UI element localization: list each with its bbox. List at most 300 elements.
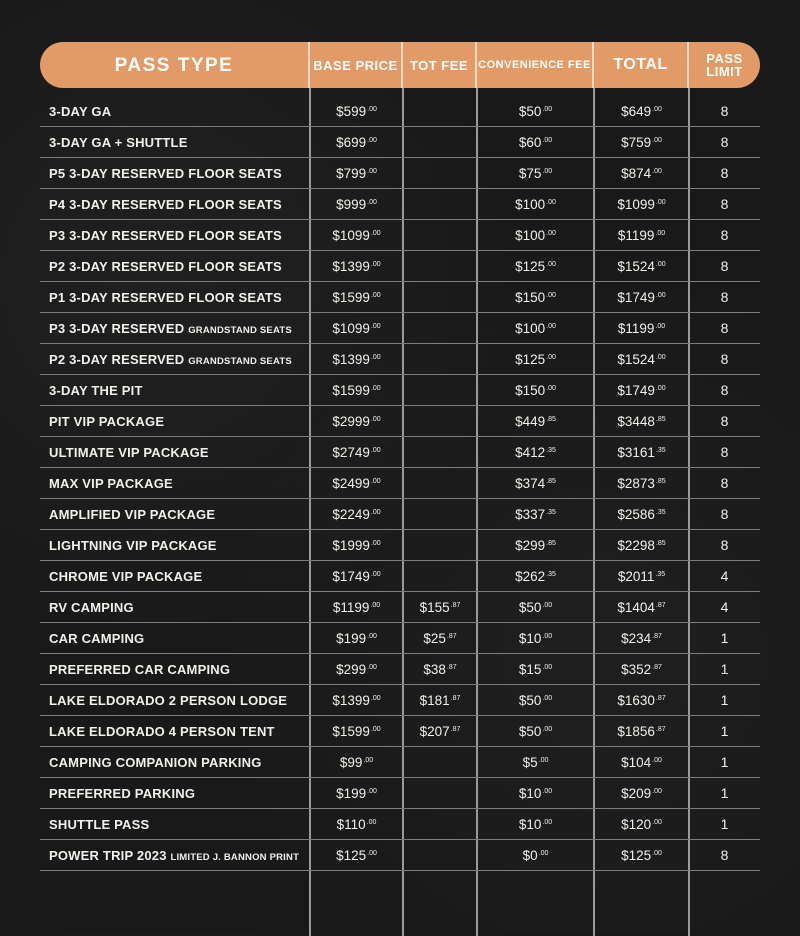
price-cents: .00 (542, 167, 553, 175)
price-dollars: $262 (515, 568, 546, 584)
price-dollars: $299 (336, 661, 367, 677)
price-cents: .85 (546, 477, 556, 485)
table-row (40, 189, 760, 220)
pass-limit-cell: 4 (720, 568, 729, 584)
table-row (40, 561, 760, 592)
price-dollars: $181 (419, 692, 450, 708)
pass-type-cell (40, 445, 310, 460)
price-dollars: $1399 (332, 692, 370, 708)
price-dollars: $0 (522, 847, 538, 863)
pass-type-cell (40, 662, 310, 677)
header-tot-fee: TOT FEE (403, 42, 477, 88)
price-dollars: $999 (336, 196, 367, 212)
pass-type-cell (40, 476, 310, 491)
convenience-fee-cell (477, 631, 594, 646)
price-dollars: $352 (621, 661, 652, 677)
price-cents: .35 (655, 570, 666, 578)
base-price-cell (310, 290, 403, 305)
pass-type-cell (40, 724, 310, 739)
pass-name: SHUTTLE PASS (49, 816, 150, 832)
price-dollars: $1199 (332, 599, 370, 615)
pass-limit-cell: 8 (720, 444, 729, 460)
price-dollars: $874 (621, 165, 652, 181)
convenience-fee-cell (477, 755, 594, 770)
price-cents: .00 (370, 539, 381, 547)
price-dollars: $100 (515, 320, 546, 336)
pass-limit-cell: 1 (720, 754, 729, 770)
pass-limit-cell: 8 (720, 320, 729, 336)
base-price-cell (310, 228, 403, 243)
price-dollars: $75 (518, 165, 542, 181)
price-cents: .00 (370, 291, 381, 299)
price-dollars: $2999 (332, 413, 370, 429)
table-row (40, 592, 760, 623)
pass-limit-cell: 8 (720, 475, 729, 491)
table-row (40, 251, 760, 282)
price-cents: .00 (542, 105, 553, 113)
pass-name: PREFERRED CAR CAMPING (49, 661, 231, 677)
pass-type-cell (40, 507, 310, 522)
convenience-fee-cell (477, 228, 594, 243)
convenience-fee-cell (477, 445, 594, 460)
pass-limit-cell: 8 (720, 506, 729, 522)
pass-limit-cell: 8 (720, 165, 729, 181)
convenience-fee-cell (477, 569, 594, 584)
table-row (40, 282, 760, 313)
price-dollars: $1524 (617, 351, 655, 367)
price-dollars: $1599 (332, 382, 370, 398)
total-cell (594, 569, 689, 584)
pass-type-cell (40, 631, 310, 646)
table-row (40, 809, 760, 840)
price-dollars: $5 (522, 754, 538, 770)
price-cents: .00 (367, 663, 377, 671)
price-cents: .85 (655, 415, 666, 423)
pass-limit-cell: 8 (720, 196, 729, 212)
price-cents: .87 (446, 663, 457, 671)
price-cents: .00 (542, 725, 553, 733)
convenience-fee-cell (477, 259, 594, 274)
convenience-fee-cell (477, 724, 594, 739)
convenience-fee-cell (477, 166, 594, 181)
convenience-fee-cell (477, 104, 594, 119)
price-cents: .85 (546, 539, 556, 547)
price-cents: .87 (655, 694, 666, 702)
price-cents: .85 (655, 539, 666, 547)
pass-name-detail: GRANDSTAND SEATS (188, 324, 292, 336)
base-price-cell (310, 631, 403, 646)
total-cell (594, 817, 689, 832)
price-dollars: $150 (515, 289, 546, 305)
price-cents: .00 (367, 167, 377, 175)
price-cents: .35 (655, 446, 666, 454)
price-dollars: $155 (419, 599, 450, 615)
table-row (40, 468, 760, 499)
table-row (40, 375, 760, 406)
price-cents: .00 (542, 601, 553, 609)
pass-limit-cell: 8 (720, 382, 729, 398)
price-cents: .00 (542, 136, 553, 144)
price-cents: .00 (546, 260, 556, 268)
price-cents: .00 (367, 105, 377, 113)
total-cell (594, 507, 689, 522)
price-dollars: $125 (515, 258, 546, 274)
price-cents: .00 (366, 818, 377, 826)
pass-limit-cell: 1 (720, 816, 729, 832)
price-dollars: $209 (621, 785, 652, 801)
price-dollars: $1099 (617, 196, 655, 212)
total-cell (594, 228, 689, 243)
total-cell (594, 724, 689, 739)
header-base-price: BASE PRICE (310, 42, 403, 88)
pass-type-cell (40, 848, 310, 863)
pass-limit-cell: 1 (720, 630, 729, 646)
price-cents: .00 (546, 384, 556, 392)
convenience-fee-cell (477, 197, 594, 212)
price-dollars: $60 (518, 134, 542, 150)
tot-fee-cell (403, 693, 477, 708)
price-dollars: $1099 (332, 320, 370, 336)
convenience-fee-cell (477, 290, 594, 305)
price-dollars: $199 (336, 785, 367, 801)
price-cents: .00 (370, 508, 381, 516)
price-cents: .00 (370, 601, 381, 609)
total-cell (594, 848, 689, 863)
pass-type-cell (40, 259, 310, 274)
price-dollars: $1749 (617, 289, 655, 305)
base-price-cell (310, 104, 403, 119)
pass-name: P3 3-DAY RESERVED (49, 320, 189, 336)
price-dollars: $699 (336, 134, 367, 150)
price-dollars: $199 (336, 630, 367, 646)
pass-type-cell (40, 755, 310, 770)
price-dollars: $599 (336, 103, 367, 119)
pass-limit-cell: 1 (720, 723, 729, 739)
price-dollars: $1630 (617, 692, 655, 708)
price-cents: .87 (652, 632, 662, 640)
price-cents: .00 (363, 756, 374, 764)
total-cell (594, 135, 689, 150)
convenience-fee-cell (477, 538, 594, 553)
price-dollars: $2749 (332, 444, 370, 460)
price-dollars: $1099 (332, 227, 370, 243)
base-price-cell (310, 662, 403, 677)
price-cents: .00 (655, 260, 666, 268)
pass-type-cell (40, 538, 310, 553)
table-row (40, 654, 760, 685)
price-dollars: $150 (515, 382, 546, 398)
price-dollars: $10 (518, 816, 542, 832)
base-price-cell (310, 569, 403, 584)
price-dollars: $50 (518, 103, 542, 119)
base-price-cell (310, 786, 403, 801)
price-dollars: $759 (621, 134, 652, 150)
pass-name: CAR CAMPING (49, 630, 145, 646)
pass-type-cell (40, 786, 310, 801)
table-row (40, 499, 760, 530)
table-row (40, 778, 760, 809)
pass-name: 3-DAY GA (49, 103, 112, 119)
base-price-cell (310, 445, 403, 460)
price-dollars: $649 (621, 103, 652, 119)
tot-fee-cell (403, 662, 477, 677)
pass-name: P1 3-DAY RESERVED FLOOR SEATS (49, 289, 282, 305)
price-dollars: $1399 (332, 258, 370, 274)
base-price-cell (310, 848, 403, 863)
pass-name: P2 3-DAY RESERVED (49, 351, 189, 367)
base-price-cell (310, 755, 403, 770)
pass-limit-cell: 8 (720, 289, 729, 305)
price-dollars: $2873 (617, 475, 655, 491)
price-cents: .87 (450, 601, 461, 609)
pass-name: P4 3-DAY RESERVED FLOOR SEATS (49, 196, 282, 212)
pass-limit-cell: 8 (720, 134, 729, 150)
convenience-fee-cell (477, 848, 594, 863)
pass-type-cell (40, 352, 310, 367)
price-cents: .87 (655, 601, 666, 609)
price-dollars: $1749 (617, 382, 655, 398)
price-dollars: $100 (515, 196, 546, 212)
table-row (40, 747, 760, 778)
base-price-cell (310, 166, 403, 181)
pass-type-cell (40, 166, 310, 181)
price-dollars: $2298 (617, 537, 655, 553)
price-cents: .00 (367, 136, 377, 144)
price-cents: .00 (367, 787, 377, 795)
total-cell (594, 414, 689, 429)
pass-name: MAX VIP PACKAGE (49, 475, 173, 491)
price-dollars: $1399 (332, 351, 370, 367)
price-cents: .00 (370, 570, 381, 578)
convenience-fee-cell (477, 600, 594, 615)
price-dollars: $1524 (617, 258, 655, 274)
price-dollars: $120 (621, 816, 652, 832)
price-cents: .00 (542, 787, 553, 795)
pass-name: CAMPING COMPANION PARKING (49, 754, 262, 770)
price-cents: .00 (370, 725, 381, 733)
total-cell (594, 259, 689, 274)
total-cell (594, 755, 689, 770)
price-cents: .00 (546, 229, 556, 237)
price-cents: .00 (652, 756, 662, 764)
price-dollars: $799 (336, 165, 367, 181)
pass-name: ULTIMATE VIP PACKAGE (49, 444, 209, 460)
pass-name: LIGHTNING VIP PACKAGE (49, 537, 217, 553)
base-price-cell (310, 321, 403, 336)
pass-name: PREFERRED PARKING (49, 785, 196, 801)
price-cents: .35 (546, 446, 556, 454)
pass-name: AMPLIFIED VIP PACKAGE (49, 506, 216, 522)
pass-type-cell (40, 600, 310, 615)
price-cents: .00 (370, 415, 381, 423)
price-dollars: $2011 (617, 568, 655, 584)
total-cell (594, 786, 689, 801)
price-cents: .00 (370, 322, 381, 330)
total-cell (594, 290, 689, 305)
convenience-fee-cell (477, 786, 594, 801)
pass-type-cell (40, 569, 310, 584)
price-cents: .00 (655, 384, 666, 392)
convenience-fee-cell (477, 383, 594, 398)
price-cents: .00 (546, 353, 556, 361)
total-cell (594, 631, 689, 646)
price-cents: .00 (655, 353, 666, 361)
price-cents: .00 (655, 291, 666, 299)
price-dollars: $125 (336, 847, 367, 863)
pass-limit-cell: 8 (720, 537, 729, 553)
total-cell (594, 538, 689, 553)
pass-type-cell (40, 228, 310, 243)
table-body (40, 96, 760, 871)
price-dollars: $3161 (617, 444, 655, 460)
base-price-cell (310, 259, 403, 274)
price-cents: .00 (542, 818, 553, 826)
price-cents: .00 (367, 198, 377, 206)
price-dollars: $2499 (332, 475, 370, 491)
total-cell (594, 600, 689, 615)
pass-name: PIT VIP PACKAGE (49, 413, 165, 429)
price-dollars: $125 (515, 351, 546, 367)
convenience-fee-cell (477, 135, 594, 150)
price-dollars: $1856 (617, 723, 655, 739)
price-dollars: $1199 (617, 227, 655, 243)
total-cell (594, 693, 689, 708)
tot-fee-cell (403, 600, 477, 615)
pass-type-cell (40, 104, 310, 119)
base-price-cell (310, 414, 403, 429)
total-cell (594, 197, 689, 212)
total-cell (594, 321, 689, 336)
price-cents: .00 (370, 260, 381, 268)
price-cents: .00 (652, 818, 662, 826)
convenience-fee-cell (477, 507, 594, 522)
price-dollars: $100 (515, 227, 546, 243)
table-row (40, 96, 760, 127)
convenience-fee-cell (477, 817, 594, 832)
pass-name: LAKE ELDORADO 2 PERSON LODGE (49, 692, 288, 708)
convenience-fee-cell (477, 414, 594, 429)
total-cell (594, 476, 689, 491)
base-price-cell (310, 538, 403, 553)
header-total: TOTAL (594, 42, 689, 88)
total-cell (594, 166, 689, 181)
pass-name: CHROME VIP PACKAGE (49, 568, 203, 584)
price-dollars: $50 (518, 692, 542, 708)
base-price-cell (310, 135, 403, 150)
table-row (40, 406, 760, 437)
table-row (40, 437, 760, 468)
price-dollars: $299 (515, 537, 546, 553)
convenience-fee-cell (477, 662, 594, 677)
price-dollars: $110 (336, 816, 366, 832)
pass-limit-cell: 1 (720, 661, 729, 677)
pass-name: 3-DAY GA + SHUTTLE (49, 134, 188, 150)
pass-limit-cell: 8 (720, 847, 729, 863)
tot-fee-cell (403, 631, 477, 646)
price-dollars: $15 (518, 661, 542, 677)
total-cell (594, 383, 689, 398)
price-cents: .00 (370, 446, 381, 454)
price-dollars: $10 (518, 630, 542, 646)
table-row (40, 716, 760, 747)
price-dollars: $1199 (617, 320, 655, 336)
price-dollars: $125 (621, 847, 652, 863)
convenience-fee-cell (477, 321, 594, 336)
price-cents: .87 (655, 725, 666, 733)
base-price-cell (310, 724, 403, 739)
price-dollars: $38 (423, 661, 446, 677)
price-cents: .35 (546, 570, 556, 578)
price-dollars: $1999 (332, 537, 370, 553)
pass-limit-cell: 1 (720, 692, 729, 708)
price-dollars: $50 (518, 599, 542, 615)
price-cents: .00 (655, 322, 666, 330)
table-row (40, 344, 760, 375)
total-cell (594, 104, 689, 119)
price-dollars: $50 (518, 723, 542, 739)
price-cents: .85 (546, 415, 556, 423)
price-dollars: $207 (419, 723, 450, 739)
price-cents: .00 (652, 167, 662, 175)
price-cents: .00 (367, 632, 377, 640)
price-dollars: $449 (515, 413, 546, 429)
price-dollars: $104 (621, 754, 652, 770)
pass-type-cell (40, 693, 310, 708)
base-price-cell (310, 197, 403, 212)
pass-limit-cell: 4 (720, 599, 729, 615)
header-pass-type: PASS TYPE (40, 42, 310, 88)
convenience-fee-cell (477, 476, 594, 491)
pass-type-cell (40, 383, 310, 398)
price-dollars: $1749 (332, 568, 370, 584)
price-cents: .00 (546, 291, 556, 299)
price-cents: .35 (655, 508, 666, 516)
price-cents: .00 (652, 136, 662, 144)
price-cents: .00 (367, 849, 377, 857)
price-cents: .00 (542, 632, 553, 640)
price-cents: .00 (370, 384, 381, 392)
pass-type-cell (40, 135, 310, 150)
price-cents: .00 (370, 694, 381, 702)
base-price-cell (310, 507, 403, 522)
price-cents: .00 (370, 477, 381, 485)
total-cell (594, 352, 689, 367)
pass-name: LAKE ELDORADO 4 PERSON TENT (49, 723, 275, 739)
price-dollars: $234 (621, 630, 652, 646)
total-cell (594, 445, 689, 460)
price-cents: .87 (450, 694, 461, 702)
pass-type-cell (40, 290, 310, 305)
base-price-cell (310, 476, 403, 491)
table-row (40, 127, 760, 158)
pass-type-cell (40, 321, 310, 336)
pass-type-cell (40, 414, 310, 429)
convenience-fee-cell (477, 693, 594, 708)
pass-limit-cell: 8 (720, 103, 729, 119)
price-cents: .00 (546, 198, 556, 206)
pass-name-detail: GRANDSTAND SEATS (188, 355, 292, 367)
pass-type-cell (40, 197, 310, 212)
pass-name: POWER TRIP 2023 (49, 847, 171, 863)
pass-name: P2 3-DAY RESERVED FLOOR SEATS (49, 258, 282, 274)
tot-fee-cell (403, 724, 477, 739)
price-dollars: $2586 (617, 506, 655, 522)
price-dollars: $2249 (332, 506, 370, 522)
pass-limit-cell: 8 (720, 258, 729, 274)
price-cents: .00 (652, 105, 662, 113)
price-cents: .00 (546, 322, 556, 330)
header-convenience-fee: CONVENIENCE FEE (477, 42, 594, 88)
